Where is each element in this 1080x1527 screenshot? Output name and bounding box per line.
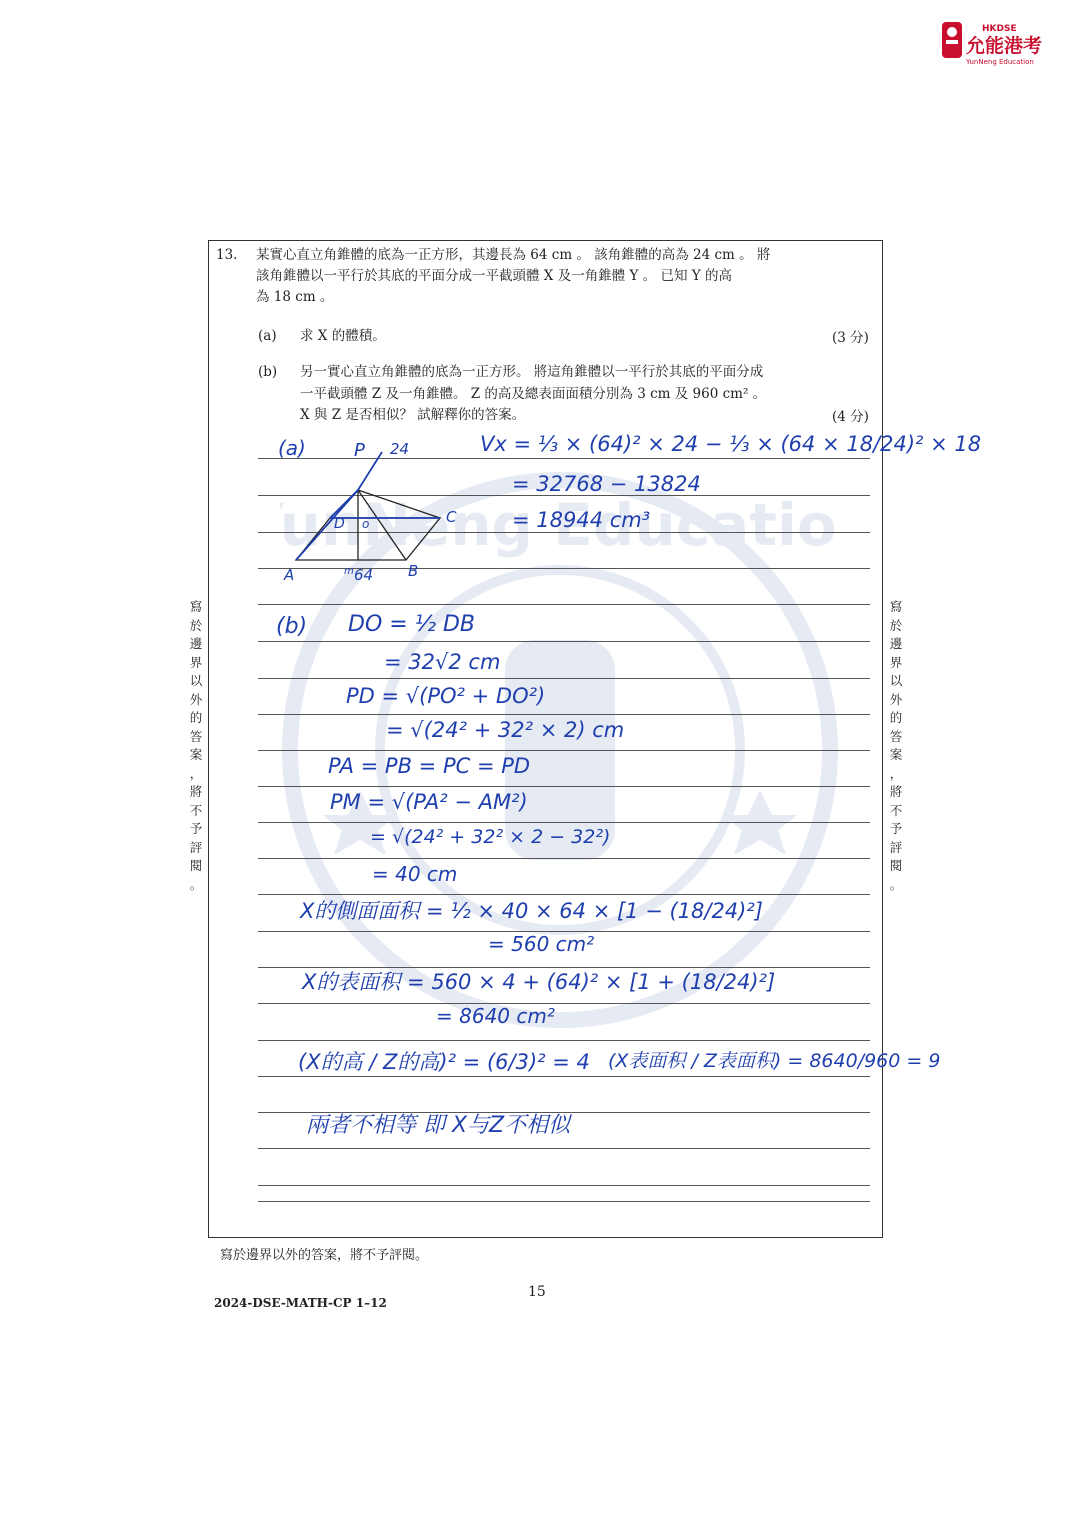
- logo-sub-text: YunNeng Education: [966, 58, 1034, 66]
- paper-code: 2024-DSE-MATH-CP 1–12: [214, 1296, 387, 1310]
- answer-b-line3: PD = √(PO² + DO²): [346, 684, 546, 708]
- answer-b-line2: = 32√2 cm: [384, 650, 501, 674]
- answer-rule: [258, 786, 870, 787]
- answer-rule: [258, 1201, 870, 1202]
- yunneng-logo: [940, 14, 1050, 68]
- answer-b-line13a: (X的高 / Z的高)² = (6/3)² = 4: [298, 1050, 590, 1074]
- part-b-line2: 一平截頭體 Z 及一角錐體。 Z 的高及總表面面積分別為 3 cm 及 960 cm² 。: [300, 386, 767, 402]
- answer-b-label: (b): [276, 614, 308, 639]
- answer-rule: [258, 1040, 870, 1041]
- diagram-m-label: m: [344, 566, 354, 577]
- answer-rule: [258, 1148, 870, 1149]
- bottom-note: 寫於邊界以外的答案，將不予評閱。: [220, 1248, 429, 1263]
- left-side-note-text: 寫 於 邊 界 以 外 的 答 案 ， 將 不 予 評 閱 。: [189, 599, 203, 892]
- answer-b-line13b: (X表面积 / Z表面积) = 8640/960 = 9: [608, 1050, 941, 1072]
- answer-rule: [258, 714, 870, 715]
- answer-a-label: (a): [278, 436, 306, 460]
- answer-rule: [258, 858, 870, 859]
- part-a-marks: (3 分): [832, 330, 869, 346]
- diagram-base-length: 64: [354, 566, 374, 584]
- question-intro-line3: 為 18 cm 。: [256, 289, 334, 305]
- question-intro-line1: 某實心直立角錐體的底為一正方形，其邊長為 64 cm 。 該角錐體的高為 24 cm 。 將: [256, 247, 771, 263]
- answer-a-line2: = 32768 − 13824: [512, 472, 701, 496]
- diagram-b-label: B: [408, 562, 419, 580]
- logo-top-text: HKDSE: [982, 24, 1017, 34]
- watermark-text: unNeng Educatio: [280, 491, 837, 559]
- diagram-a-label: A: [284, 566, 295, 584]
- part-a-label: (a): [258, 328, 277, 344]
- answer-rule: [258, 1003, 870, 1004]
- page-number: 15: [528, 1284, 546, 1300]
- part-a-text: 求 X 的體積。: [300, 328, 386, 344]
- answer-b-line9: X的側面面积 = ½ × 40 × 64 × [1 − (18/24)²]: [300, 899, 763, 923]
- answer-b-line10: = 560 cm²: [488, 932, 595, 956]
- part-b-line1: 另一實心直立角錐體的底為一正方形。 將這角錐體以一平行於其底的平面分成: [300, 364, 764, 380]
- answer-a-line1: Vx = ⅓ × (64)² × 24 − ⅓ × (64 × 18/24)² × 18: [480, 432, 982, 456]
- answer-b-line4: = √(24² + 32² × 2) cm: [386, 718, 625, 742]
- part-b-line3: X 與 Z 是否相似？ 試解釋你的答案。: [300, 407, 526, 423]
- answer-b-line1: DO = ½ DB: [348, 612, 476, 637]
- diagram-c-label: C: [446, 508, 457, 526]
- answer-rule: [258, 641, 870, 642]
- answer-b-line6: PM = √(PA² − AM²): [330, 790, 528, 814]
- right-side-note-text: 寫 於 邊 界 以 外 的 答 案 ， 將 不 予 評 閱 。: [889, 599, 903, 892]
- left-side-note: [186, 598, 206, 894]
- logo-main-text: 允能港考: [966, 35, 1043, 57]
- answer-rule: [258, 678, 870, 679]
- answer-rule: [258, 604, 870, 605]
- answer-b-line11: X的表面积 = 560 × 4 + (64)² × [1 + (18/24)²]: [302, 970, 776, 994]
- part-b-label: (b): [258, 364, 278, 380]
- answer-rule: [258, 750, 870, 751]
- answer-rule: [258, 1185, 870, 1186]
- diagram-height-label: 24: [390, 440, 410, 458]
- answer-rule: [258, 822, 870, 823]
- answer-a-line3: = 18944 cm³: [512, 508, 651, 532]
- part-b-marks: (4 分): [832, 409, 869, 425]
- answer-b-line5: PA = PB = PC = PD: [328, 754, 531, 778]
- answer-b-line14: 兩者不相等 即 X与Z不相似: [306, 1113, 571, 1138]
- right-side-note: [886, 598, 906, 894]
- answer-rule: [258, 1076, 870, 1077]
- diagram-apex-label: P: [354, 440, 365, 461]
- answer-b-line7: = √(24² + 32² × 2 − 32²): [370, 826, 611, 848]
- diagram-o-label: o: [362, 517, 370, 531]
- question-intro-line2: 該角錐體以一平行於其底的平面分成一平截頭體 X 及一角錐體 Y 。 已知 Y 的高: [256, 268, 732, 284]
- question-number: 13.: [216, 247, 238, 263]
- answer-b-line8: = 40 cm: [372, 862, 458, 886]
- answer-b-line12: = 8640 cm²: [436, 1004, 555, 1028]
- diagram-d-label: D: [334, 516, 345, 532]
